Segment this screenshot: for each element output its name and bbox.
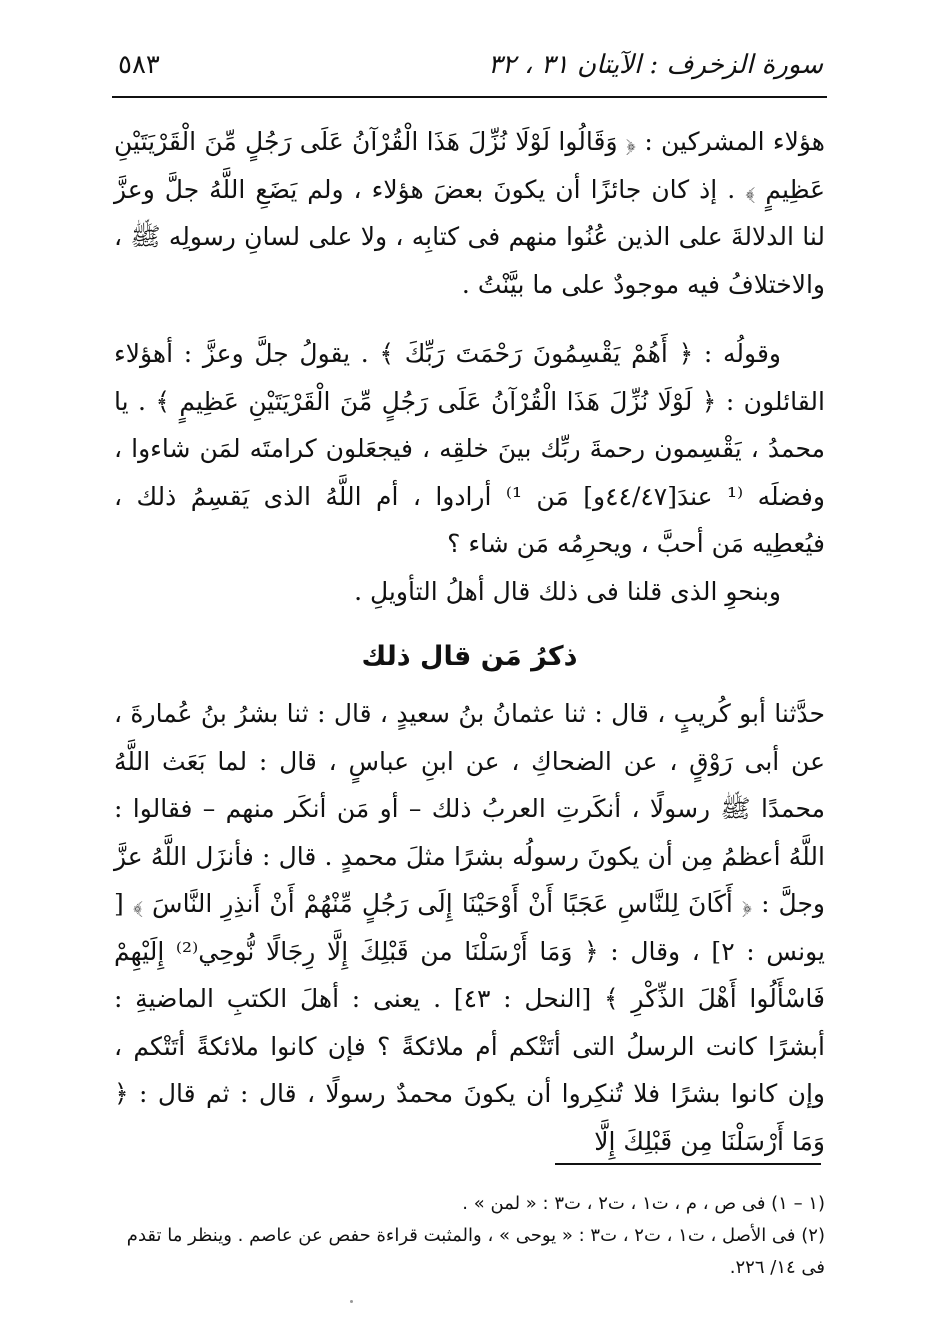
paragraph-4: حدَّثنا أبو كُريبٍ ، قال : ثنا عثمانُ بنُ سعيدٍ ، قال : ثنا بشرُ بنُ عُمارةَ ، عن أبى رَوْقٍ ، عن الضحاكِ ، عن ابنِ عباسٍ ، قال : لما بَعَث اللَّهُ محمدًا ﷺ رسولًا ، أنكَرتِ العربُ ذلك – أو مَن أنكَر منهم – فقالوا : اللَّهُ أعظمُ مِن أن يكونَ رسولُه بشرًا مثلَ محمدٍ . قال : فأنزَل اللَّهُ عزَّ وجلَّ : ﴿ أَكَانَ لِلنَّاسِ عَجَبًا أَنْ أَوْحَيْنَا إِلَى رَجُلٍ مِّنْهُمْ أَنْ أَنذِرِ النَّاسَ ﴾ [ يونس : ٢] ، وقال : ﴿ وَمَا أَرْسَلْنَا من قَبْلِكَ إِلَّا رِجَالًا نُّوحِي⁽²⁾ إِلَيْهِمْ فَاسْأَلُوا أَهْلَ الذِّكْرِ ﴾ [النحل : ٤٣] . يعنى : أهلَ الكتبِ الماضيةِ : أبشرًا كانت الرسلُ التى أتَتْكم أم ملائكةً ؟ فإن كانوا ملائكةً أتَتْكم ، وإن كانوا بشرًا فلا تُنكِروا أن يكونَ محمدٌ رسولًا ، قال : ثم قال : ﴿ وَمَا أَرْسَلْنَا مِن قَبْلِكَ إِلَّا xyxy=(114,699,825,1156)
footnote-1: (١ – ١) فى ص ، م ، ت١ ، ت٢ ، ت٣ : « لمن » . xyxy=(462,1193,825,1214)
paragraph-2: وقولُه : ﴿ أَهُمْ يَقْسِمُونَ رَحْمَتَ رَبِّكَ ﴾ . يقولُ جلَّ وعزَّ : أهؤلاء القائلون : ﴿ لَوْلَا نُزِّلَ هَذَا الْقُرْآنُ عَلَى رَجُلٍ مِّنَ الْقَرْيَتَيْنِ عَظِيمٍ ﴾ . يا محمدُ ، يَقْسِمون رحمةَ ربِّك بينَ خلقِه ، فيجعَلون كرامتَه لمَن شاءوا ، وفضلَه ⁽¹ عندَ[٤٤/٤٧و] مَن ¹⁾ أرادوا ، أم اللَّهُ الذى يَقسِمُ ذلك ، فيُعطِيه مَن أحبَّ ، ويحرِمُه مَن شاء ؟ xyxy=(114,339,825,558)
paragraph-1: هؤلاء المشركين : ﴿ وَقَالُوا لَوْلَا نُزِّلَ هَذَا الْقُرْآنُ عَلَى رَجُلٍ مِّنَ الْقَرْيَتَيْنِ عَظِيمٍ ﴾ . إذ كان جائزًا أن يكونَ بعضَ هؤلاء ، ولم يَضَعِ اللَّهُ جلَّ وعزَّ لنا الدلالةَ على الذين عُنُوا منهم فى كتابِه ، ولا على لسانِ رسولِه ﷺ ، والاختلافُ فيه موجودٌ على ما بيَّنْتُ . xyxy=(114,127,825,299)
running-title: سورة الزخرف : الآيتان ٣١ ، ٣٢ xyxy=(487,50,823,80)
footnote-rule xyxy=(555,1163,821,1165)
main-text xyxy=(114,118,825,1165)
paragraph-3: وبنحوِ الذى قلنا فى ذلك قال أهلُ التأويلِ . xyxy=(354,576,781,606)
footnote-2: (٢) فى الأصل ، ت١ ، ت٢ ، ت٣ : « يوحى » ، والمثبت قراءة حفص عن عاصم . وينظر ما تقدم فى ١٤/ ٢٢٦. xyxy=(126,1225,825,1278)
section-heading: ذكرُ مَن قال ذلك xyxy=(361,641,578,672)
page-number: ٥٨٣ xyxy=(118,50,160,80)
footnotes xyxy=(110,1188,825,1284)
header-rule xyxy=(112,96,827,98)
page-header xyxy=(112,44,827,94)
scan-speck xyxy=(350,1300,353,1303)
